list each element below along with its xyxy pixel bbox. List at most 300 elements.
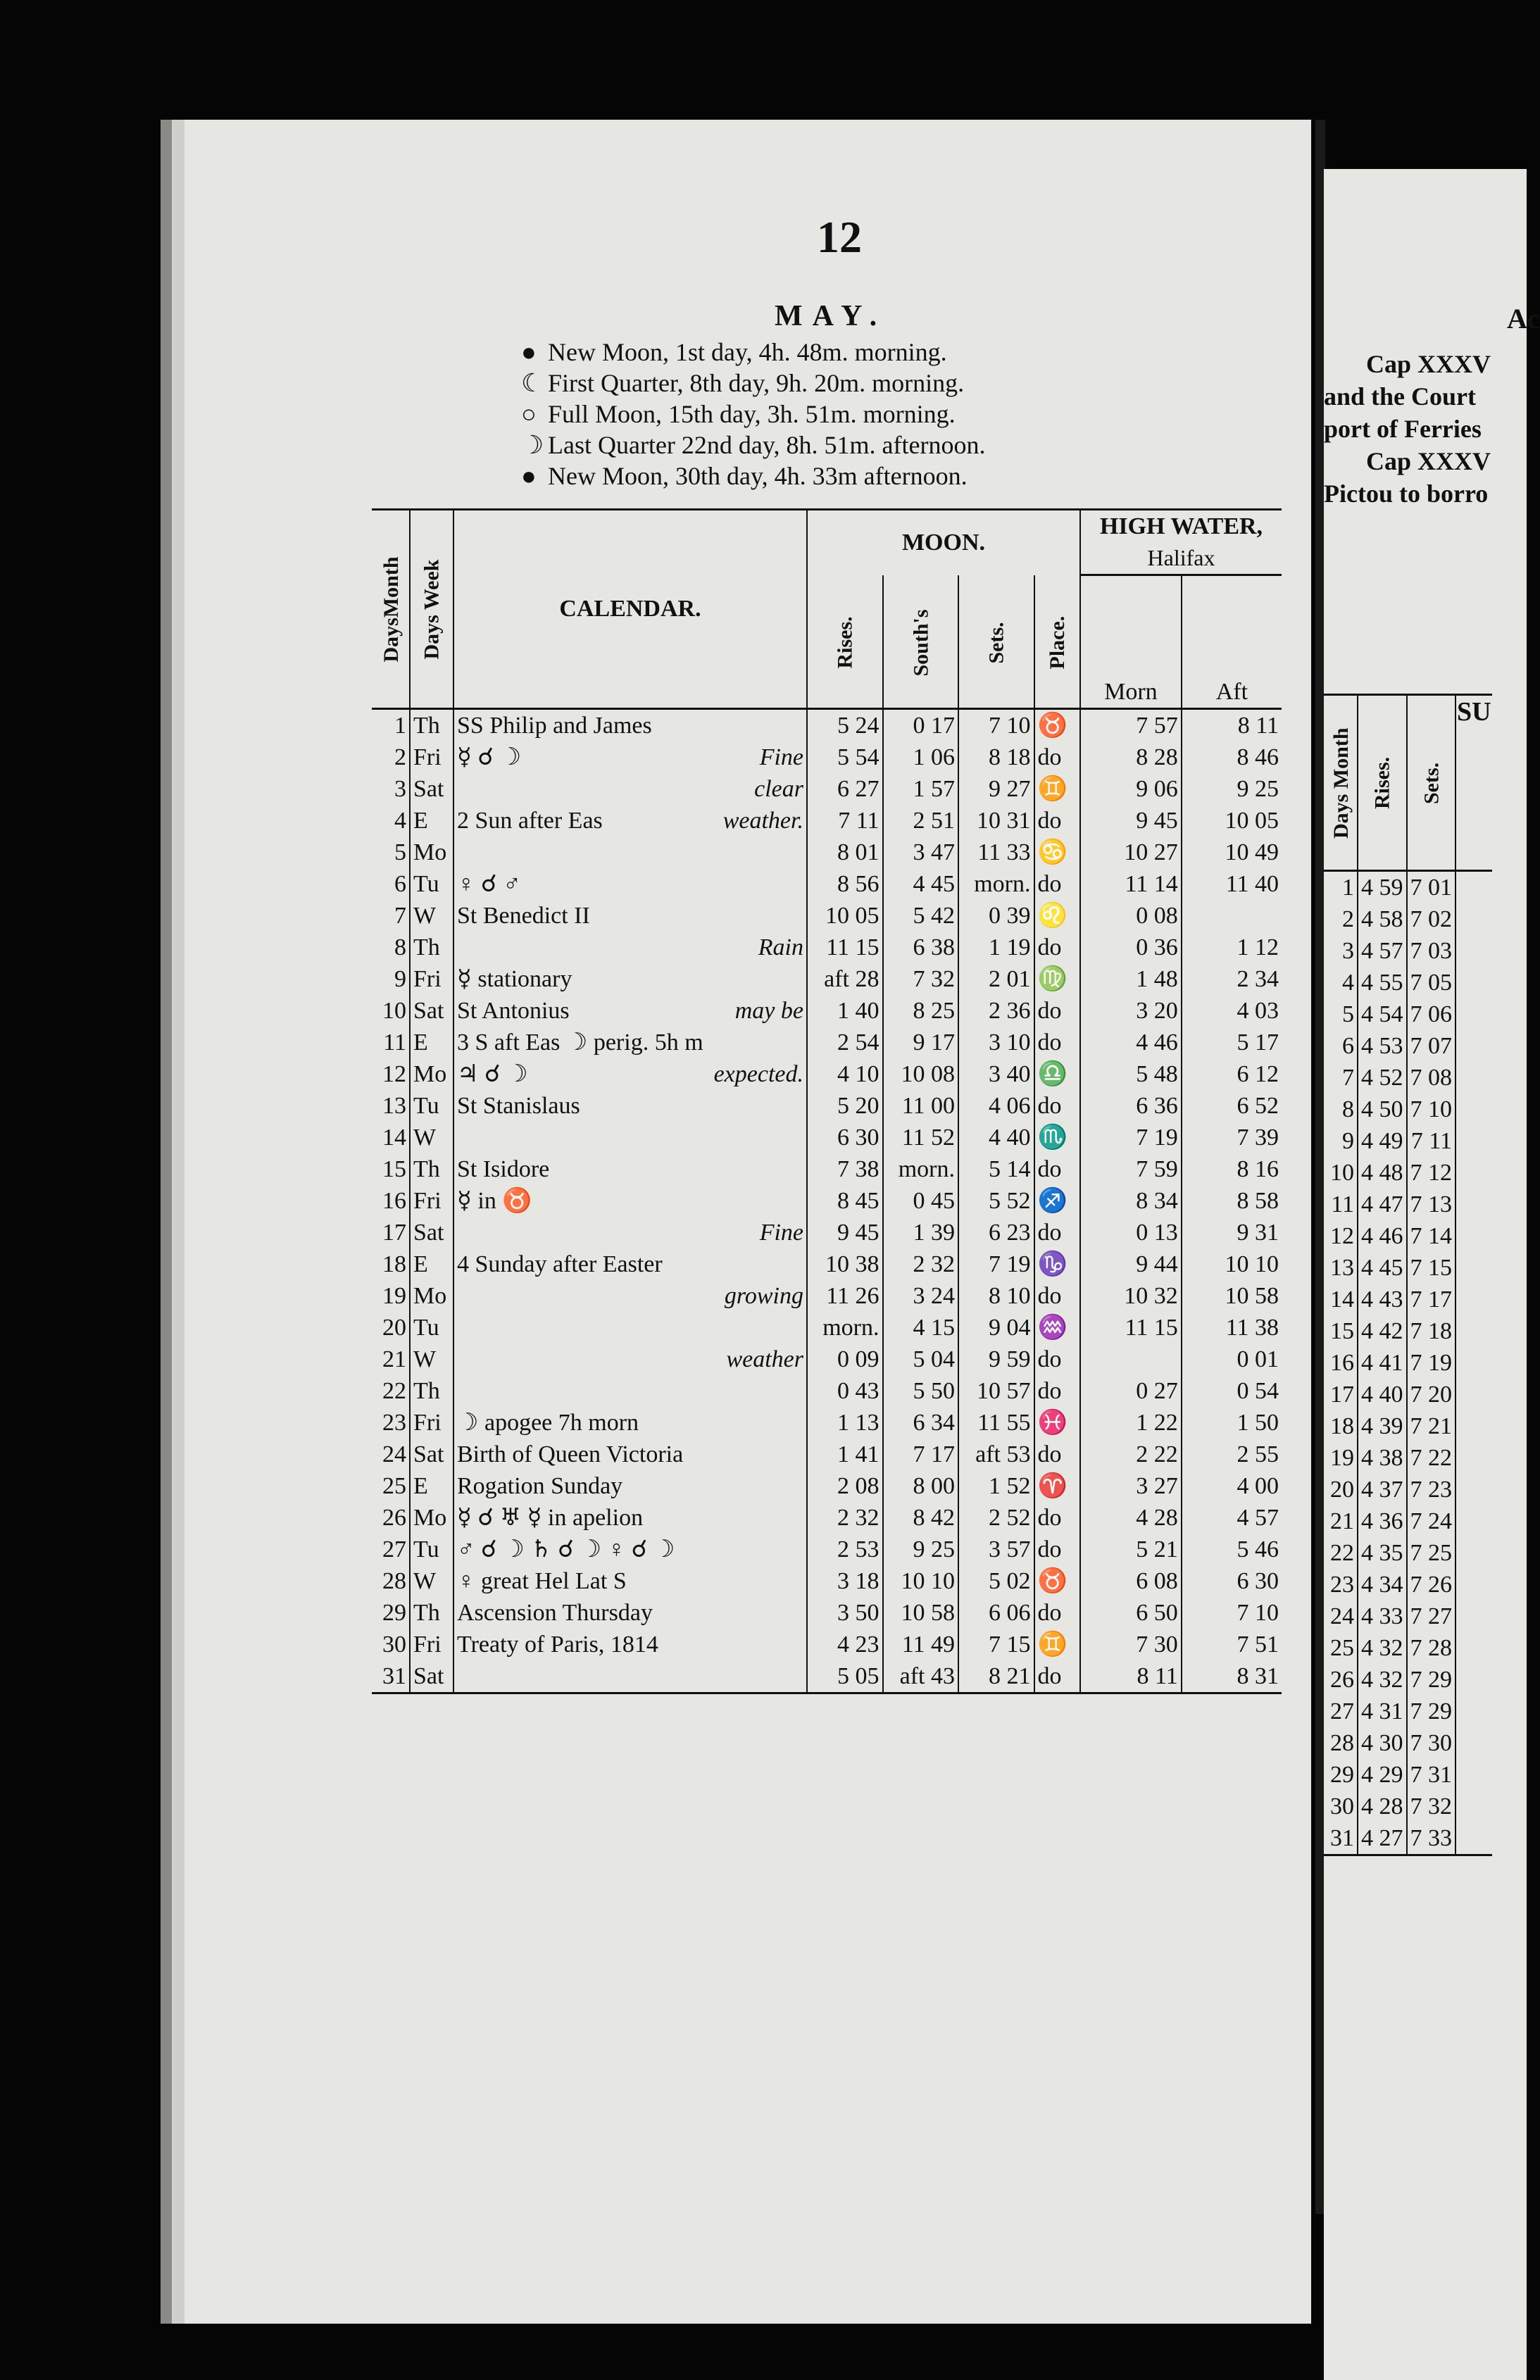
facing-day: 26 — [1330, 1667, 1354, 1693]
calendar-entry — [453, 837, 807, 868]
calendar-entry — [453, 1597, 807, 1629]
moon-sets: 7 10 — [958, 708, 1034, 741]
facing-day: 31 — [1330, 1825, 1354, 1851]
facing-row — [1324, 1062, 1492, 1094]
high-water-morn: 9 44 — [1080, 1248, 1182, 1280]
moon-souths: 6 34 — [883, 1407, 959, 1439]
moon-place: ♌ — [1034, 900, 1080, 932]
facing-cut-cell — [1456, 1030, 1492, 1062]
high-water-aft: 10 05 — [1182, 805, 1282, 837]
day-of-week: W — [410, 1565, 453, 1597]
moon-souths: 0 45 — [883, 1185, 959, 1217]
calendar-row — [372, 900, 1282, 932]
facing-day: 28 — [1330, 1730, 1354, 1756]
calendar-event: St Stanislaus — [457, 1092, 580, 1119]
calendar-row — [372, 1185, 1282, 1217]
moon-souths: 5 50 — [883, 1375, 959, 1407]
moon-phase-line — [521, 461, 986, 491]
calendar-event: ♀ great Hel Lat S — [457, 1567, 627, 1594]
weather-note: weather — [726, 1346, 803, 1372]
high-water-morn: 5 21 — [1080, 1534, 1182, 1565]
calendar-entry — [453, 868, 807, 900]
facing-rises: 4 27 — [1358, 1822, 1407, 1855]
moon-souths: 4 15 — [883, 1312, 959, 1344]
facing-day: 5 — [1342, 1001, 1354, 1027]
facing-sets: 7 19 — [1407, 1347, 1456, 1379]
moon-place: ♋ — [1034, 837, 1080, 868]
moon-place: ♈ — [1034, 1470, 1080, 1502]
new-moon-icon: ● — [521, 338, 537, 366]
facing-rises: 4 38 — [1358, 1442, 1407, 1474]
high-water-aft: 1 50 — [1182, 1407, 1282, 1439]
high-water-aft: 9 25 — [1182, 773, 1282, 805]
facing-day: 30 — [1330, 1793, 1354, 1820]
calendar-entry — [453, 1534, 807, 1565]
facing-sets: 7 06 — [1407, 998, 1456, 1030]
moon-rises: 0 09 — [807, 1344, 883, 1375]
high-water-morn: 0 27 — [1080, 1375, 1182, 1407]
calendar-entry — [453, 741, 807, 773]
facing-text-line: Cap XXXV — [1366, 447, 1491, 475]
high-water-aft: 6 12 — [1182, 1058, 1282, 1090]
moon-phase-line — [521, 430, 986, 461]
moon-phase-text: Full Moon, 15th day, 3h. 51m. morning. — [548, 400, 956, 428]
facing-day: 25 — [1330, 1635, 1354, 1661]
weather-note: weather. — [722, 807, 803, 834]
calendar-event: Rogation Sunday — [457, 1472, 623, 1499]
weather-note: Rain — [758, 934, 803, 960]
facing-row — [1324, 1505, 1492, 1537]
facing-rises: 4 48 — [1358, 1157, 1407, 1189]
facing-sets: 7 13 — [1407, 1189, 1456, 1220]
moon-place: do — [1034, 1375, 1080, 1407]
calendar-entry — [453, 1153, 807, 1185]
moon-sets: 1 52 — [958, 1470, 1034, 1502]
facing-row — [1324, 1442, 1492, 1474]
facing-row — [1324, 967, 1492, 998]
calendar-row — [372, 1407, 1282, 1439]
high-water-aft: 11 38 — [1182, 1312, 1282, 1344]
calendar-row — [372, 1280, 1282, 1312]
calendar-entry — [453, 1217, 807, 1248]
calendar-row — [372, 932, 1282, 963]
calendar-event: ☿ ☌ ☽ — [457, 744, 522, 770]
moon-sets: 2 01 — [958, 963, 1034, 995]
moon-rises: 8 56 — [807, 868, 883, 900]
day-of-week: Mo — [410, 1502, 453, 1534]
moon-souths: 5 04 — [883, 1344, 959, 1375]
moon-place: do — [1034, 1344, 1080, 1375]
facing-cut-cell — [1456, 1474, 1492, 1505]
calendar-entry — [453, 1185, 807, 1217]
day-of-month: 4 — [394, 807, 406, 834]
high-water-morn: 2 22 — [1080, 1439, 1182, 1470]
moon-place: do — [1034, 1660, 1080, 1693]
day-of-week: E — [410, 805, 453, 837]
moon-souths: 11 49 — [883, 1629, 959, 1660]
moon-rises: 5 54 — [807, 741, 883, 773]
high-water-aft — [1182, 900, 1282, 932]
moon-place: do — [1034, 1153, 1080, 1185]
moon-sets: 7 15 — [958, 1629, 1034, 1660]
calendar-event: ♀ ☌ ♂ — [457, 870, 521, 897]
high-water-header — [1080, 510, 1282, 575]
rises-header: Rises. — [807, 575, 883, 709]
facing-rises-header: Rises. — [1358, 695, 1407, 871]
facing-day: 12 — [1330, 1223, 1354, 1249]
facing-row — [1324, 1759, 1492, 1791]
day-of-month: 23 — [382, 1409, 406, 1436]
high-water-morn: 8 11 — [1080, 1660, 1182, 1693]
high-water-morn: 5 48 — [1080, 1058, 1182, 1090]
moon-sets: aft 53 — [958, 1439, 1034, 1470]
facing-text-line: Ac — [1507, 303, 1540, 334]
day-of-month: 12 — [382, 1060, 406, 1087]
moon-souths: 7 17 — [883, 1439, 959, 1470]
facing-sets: 7 31 — [1407, 1759, 1456, 1791]
facing-rises: 4 31 — [1358, 1696, 1407, 1727]
facing-text-line: Cap XXXV — [1366, 350, 1491, 378]
day-of-week: Tu — [410, 1534, 453, 1565]
day-of-week: Tu — [410, 1312, 453, 1344]
day-of-month: 5 — [394, 839, 406, 865]
facing-cut-cell — [1456, 1442, 1492, 1474]
calendar-row — [372, 1470, 1282, 1502]
facing-rises: 4 43 — [1358, 1284, 1407, 1315]
facing-day: 2 — [1342, 906, 1354, 932]
high-water-morn: 7 57 — [1080, 708, 1182, 741]
moon-rises: 1 13 — [807, 1407, 883, 1439]
facing-cut-cell — [1456, 1601, 1492, 1632]
facing-day: 22 — [1330, 1540, 1354, 1566]
moon-souths: 0 17 — [883, 708, 959, 741]
facing-text-line: port of Ferries — [1324, 415, 1482, 443]
facing-sets: 7 05 — [1407, 967, 1456, 998]
day-of-week: Sat — [410, 1217, 453, 1248]
moon-souths: 2 51 — [883, 805, 959, 837]
moon-place: ♊ — [1034, 1629, 1080, 1660]
calendar-row — [372, 1629, 1282, 1660]
moon-place: ♊ — [1034, 773, 1080, 805]
moon-sets: 7 19 — [958, 1248, 1034, 1280]
facing-rises: 4 47 — [1358, 1189, 1407, 1220]
moon-souths: 8 25 — [883, 995, 959, 1027]
facing-cut-cell — [1456, 1505, 1492, 1537]
facing-row — [1324, 1125, 1492, 1157]
facing-rises: 4 40 — [1358, 1379, 1407, 1410]
day-of-week: W — [410, 900, 453, 932]
high-water-aft: 7 51 — [1182, 1629, 1282, 1660]
high-water-morn: 1 22 — [1080, 1407, 1182, 1439]
day-of-week: Fri — [410, 963, 453, 995]
facing-row — [1324, 1347, 1492, 1379]
moon-place: do — [1034, 1597, 1080, 1629]
month-title: MAY. — [775, 300, 887, 332]
calendar-event: St Benedict II — [457, 902, 590, 929]
moon-rises: 2 54 — [807, 1027, 883, 1058]
moon-souths: morn. — [883, 1153, 959, 1185]
calendar-event: ☿ in ♉ — [457, 1187, 532, 1214]
facing-rises: 4 28 — [1358, 1791, 1407, 1822]
high-water-morn: 6 36 — [1080, 1090, 1182, 1122]
moon-rises: 6 27 — [807, 773, 883, 805]
facing-row — [1324, 1474, 1492, 1505]
calendar-row — [372, 1439, 1282, 1470]
facing-sets: 7 12 — [1407, 1157, 1456, 1189]
calendar-event: 3 S aft Eas ☽ perig. 5h m — [457, 1029, 703, 1056]
moon-sets: 9 59 — [958, 1344, 1034, 1375]
moon-rises: 6 30 — [807, 1122, 883, 1153]
facing-sets: 7 23 — [1407, 1474, 1456, 1505]
calendar-entry — [453, 1502, 807, 1534]
facing-cut-cell — [1456, 1189, 1492, 1220]
high-water-aft: 10 10 — [1182, 1248, 1282, 1280]
calendar-row — [372, 1534, 1282, 1565]
moon-souths: 1 06 — [883, 741, 959, 773]
facing-day: 24 — [1330, 1603, 1354, 1629]
moon-sets: 11 55 — [958, 1407, 1034, 1439]
facing-day: 13 — [1330, 1255, 1354, 1281]
moon-rises: 7 11 — [807, 805, 883, 837]
calendar-entry — [453, 1122, 807, 1153]
day-of-month: 3 — [394, 775, 406, 802]
facing-cut-cell — [1456, 1094, 1492, 1125]
calendar-event: ♃ ☌ ☽ — [457, 1060, 528, 1087]
calendar-event: ♂ ☌ ☽ ♄ ☌ ☽ ♀ ☌ ☽ — [457, 1536, 675, 1562]
calendar-row — [372, 773, 1282, 805]
facing-rises: 4 50 — [1358, 1094, 1407, 1125]
moon-souths: 2 32 — [883, 1248, 959, 1280]
facing-rises: 4 30 — [1358, 1727, 1407, 1759]
facing-cut-cell — [1456, 1410, 1492, 1442]
facing-text-line: Pictou to borro — [1324, 480, 1489, 508]
high-water-aft: 2 34 — [1182, 963, 1282, 995]
moon-rises: 5 20 — [807, 1090, 883, 1122]
high-water-aft: 4 03 — [1182, 995, 1282, 1027]
moon-sets: 5 14 — [958, 1153, 1034, 1185]
facing-row — [1324, 903, 1492, 935]
facing-sets: 7 08 — [1407, 1062, 1456, 1094]
calendar-event: St Antonius — [457, 997, 570, 1024]
moon-rises: 1 40 — [807, 995, 883, 1027]
facing-cut-cell — [1456, 903, 1492, 935]
facing-row — [1324, 1252, 1492, 1284]
high-water-morn: 11 15 — [1080, 1312, 1182, 1344]
high-water-aft: 8 46 — [1182, 741, 1282, 773]
moon-phase-text: New Moon, 30th day, 4h. 33m afternoon. — [548, 462, 968, 490]
morn-header: Morn — [1080, 575, 1182, 709]
weather-note: Fine — [759, 1219, 803, 1246]
facing-cut-cell — [1456, 1727, 1492, 1759]
moon-place: do — [1034, 1439, 1080, 1470]
facing-cut-cell — [1456, 1537, 1492, 1569]
moon-rises: 2 53 — [807, 1534, 883, 1565]
facing-cut-cell — [1456, 1315, 1492, 1347]
high-water-label: HIGH WATER, — [1099, 513, 1263, 539]
moon-souths: 8 00 — [883, 1470, 959, 1502]
moon-sets: 4 06 — [958, 1090, 1034, 1122]
high-water-morn: 4 46 — [1080, 1027, 1182, 1058]
high-water-aft: 1 12 — [1182, 932, 1282, 963]
moon-rises: 11 15 — [807, 932, 883, 963]
facing-row — [1324, 1379, 1492, 1410]
facing-cut-cell — [1456, 1220, 1492, 1252]
high-water-aft: 8 11 — [1182, 708, 1282, 741]
calendar-entry — [453, 1660, 807, 1693]
halifax-label: Halifax — [1147, 545, 1215, 570]
facing-sets: 7 29 — [1407, 1664, 1456, 1696]
moon-sets: 2 36 — [958, 995, 1034, 1027]
high-water-aft: 5 46 — [1182, 1534, 1282, 1565]
facing-rises: 4 33 — [1358, 1601, 1407, 1632]
facing-cut-cell — [1456, 1696, 1492, 1727]
day-of-week: E — [410, 1027, 453, 1058]
day-of-week: Tu — [410, 1090, 453, 1122]
facing-row — [1324, 1189, 1492, 1220]
moon-sets: 9 04 — [958, 1312, 1034, 1344]
facing-cut-cell — [1456, 1822, 1492, 1855]
facing-rises: 4 46 — [1358, 1220, 1407, 1252]
calendar-row — [372, 1565, 1282, 1597]
day-of-month: 18 — [382, 1251, 406, 1277]
moon-sets: 10 31 — [958, 805, 1034, 837]
facing-sets: 7 33 — [1407, 1822, 1456, 1855]
facing-days-header: Days Month — [1329, 727, 1353, 839]
moon-sets: 0 39 — [958, 900, 1034, 932]
moon-rises: 3 50 — [807, 1597, 883, 1629]
facing-sets: 7 11 — [1407, 1125, 1456, 1157]
facing-day: 1 — [1342, 875, 1354, 901]
facing-day: 9 — [1342, 1128, 1354, 1154]
calendar-event: ☿ ☌ ♅ ☿ in apelion — [457, 1504, 644, 1531]
calendar-row — [372, 868, 1282, 900]
facing-text-line: and the Court — [1324, 382, 1477, 411]
high-water-aft: 8 58 — [1182, 1185, 1282, 1217]
moon-souths: 5 42 — [883, 900, 959, 932]
facing-row — [1324, 1220, 1492, 1252]
day-of-week: Th — [410, 708, 453, 741]
facing-row — [1324, 1537, 1492, 1569]
moon-sets: 3 57 — [958, 1534, 1034, 1565]
day-of-week: Fri — [410, 1407, 453, 1439]
facing-cut-cell — [1456, 1632, 1492, 1664]
moon-place: ♉ — [1034, 1565, 1080, 1597]
high-water-morn: 7 19 — [1080, 1122, 1182, 1153]
moon-header: MOON. — [807, 510, 1080, 575]
facing-row — [1324, 871, 1492, 904]
calendar-entry — [453, 963, 807, 995]
day-of-week: Sat — [410, 1439, 453, 1470]
moon-rises: 8 01 — [807, 837, 883, 868]
high-water-aft: 4 00 — [1182, 1470, 1282, 1502]
day-of-month: 27 — [382, 1536, 406, 1562]
day-of-week: Tu — [410, 868, 453, 900]
moon-sets: 8 21 — [958, 1660, 1034, 1693]
calendar-row — [372, 995, 1282, 1027]
day-of-week: Sat — [410, 773, 453, 805]
moon-sets: 11 33 — [958, 837, 1034, 868]
calendar-entry — [453, 995, 807, 1027]
moon-sets: 9 27 — [958, 773, 1034, 805]
facing-day: 19 — [1330, 1445, 1354, 1471]
facing-cut-cell — [1456, 998, 1492, 1030]
moon-place: do — [1034, 1090, 1080, 1122]
day-of-month: 1 — [394, 712, 406, 739]
facing-sets: 7 10 — [1407, 1094, 1456, 1125]
high-water-aft: 5 17 — [1182, 1027, 1282, 1058]
high-water-aft: 11 40 — [1182, 868, 1282, 900]
facing-rises: 4 52 — [1358, 1062, 1407, 1094]
facing-rises: 4 32 — [1358, 1632, 1407, 1664]
facing-day: 29 — [1330, 1762, 1354, 1788]
facing-day: 4 — [1342, 970, 1354, 996]
last-quarter-icon: ☽ — [521, 431, 544, 459]
moon-souths: 10 10 — [883, 1565, 959, 1597]
day-of-month: 9 — [394, 965, 406, 992]
calendar-entry — [453, 1090, 807, 1122]
moon-rises: aft 28 — [807, 963, 883, 995]
facing-day: 11 — [1331, 1191, 1354, 1217]
moon-sets: 4 40 — [958, 1122, 1034, 1153]
day-of-month: 21 — [382, 1346, 406, 1372]
calendar-row — [372, 1344, 1282, 1375]
full-moon-icon: ○ — [521, 400, 537, 428]
calendar-entry — [453, 805, 807, 837]
moon-souths: 10 58 — [883, 1597, 959, 1629]
facing-row — [1324, 1094, 1492, 1125]
moon-rises: 7 38 — [807, 1153, 883, 1185]
day-of-month: 26 — [382, 1504, 406, 1531]
calendar-row — [372, 741, 1282, 773]
facing-sets: 7 01 — [1407, 871, 1456, 904]
high-water-morn: 10 32 — [1080, 1280, 1182, 1312]
calendar-event: Treaty of Paris, 1814 — [457, 1631, 658, 1658]
facing-sets: 7 32 — [1407, 1791, 1456, 1822]
calendar-entry — [453, 708, 807, 741]
moon-sets: 5 02 — [958, 1565, 1034, 1597]
calendar-entry — [453, 1375, 807, 1407]
facing-rises: 4 53 — [1358, 1030, 1407, 1062]
aft-header: Aft — [1182, 575, 1282, 709]
high-water-aft: 8 16 — [1182, 1153, 1282, 1185]
moon-rises: 5 05 — [807, 1660, 883, 1693]
facing-row — [1324, 1157, 1492, 1189]
calendar-row — [372, 837, 1282, 868]
moon-rises: 3 18 — [807, 1565, 883, 1597]
moon-rises: 1 41 — [807, 1439, 883, 1470]
calendar-entry — [453, 1565, 807, 1597]
high-water-morn: 0 36 — [1080, 932, 1182, 963]
moon-rises: 2 08 — [807, 1470, 883, 1502]
day-of-week: Fri — [410, 741, 453, 773]
facing-sets: 7 22 — [1407, 1442, 1456, 1474]
moon-rises: 2 32 — [807, 1502, 883, 1534]
moon-place: ♓ — [1034, 1407, 1080, 1439]
facing-row — [1324, 935, 1492, 967]
calendar-header: CALENDAR. — [453, 510, 807, 709]
facing-sets: 7 14 — [1407, 1220, 1456, 1252]
moon-place: do — [1034, 741, 1080, 773]
facing-sets: 7 17 — [1407, 1284, 1456, 1315]
facing-row — [1324, 1315, 1492, 1347]
day-of-week: Sat — [410, 995, 453, 1027]
day-of-month: 25 — [382, 1472, 406, 1499]
high-water-aft: 0 54 — [1182, 1375, 1282, 1407]
calendar-entry — [453, 1629, 807, 1660]
day-of-week: Fri — [410, 1629, 453, 1660]
moon-place: do — [1034, 1027, 1080, 1058]
moon-rises: 0 43 — [807, 1375, 883, 1407]
